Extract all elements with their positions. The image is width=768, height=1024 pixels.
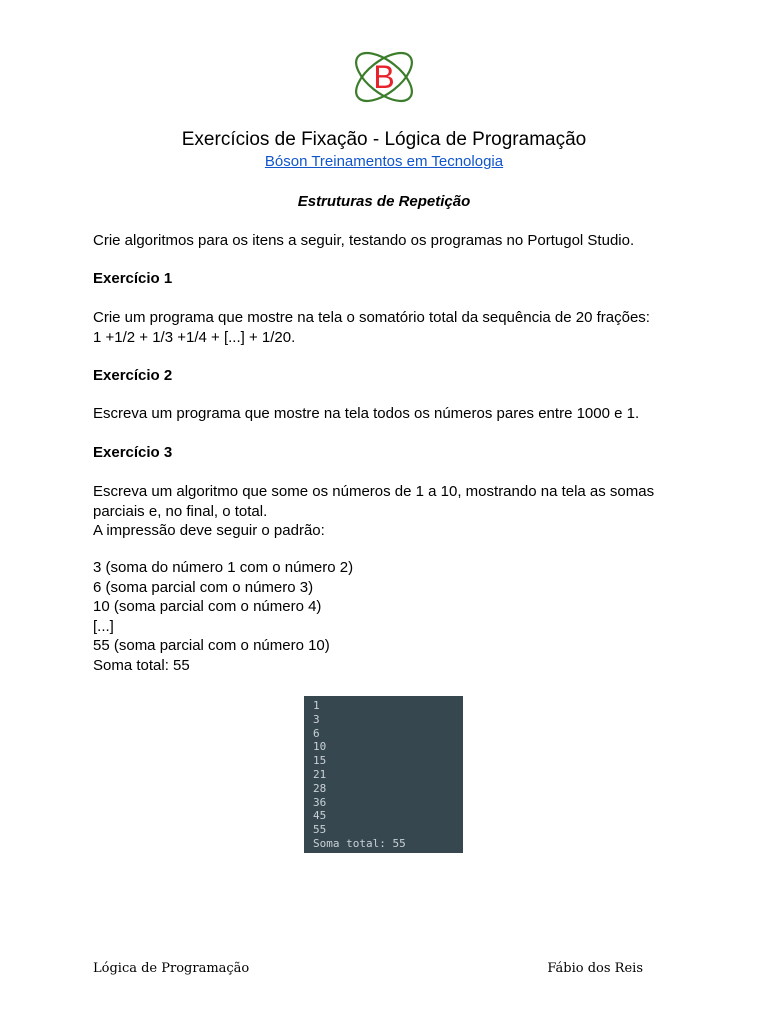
console-line: 55 (313, 823, 327, 837)
exercise-3-text (93, 482, 693, 541)
exercise-2-text (93, 404, 693, 424)
document-title: Exercícios de Fixação - Lógica de Programação (181, 129, 587, 150)
console-line: 36 (313, 795, 327, 809)
console-line: 10 (313, 740, 327, 754)
console-line: 3 (313, 712, 320, 726)
console-line: Soma total: 55 (313, 836, 406, 850)
exercise-1-line: 1 +1/2 + 1/3 +1/4 + [...] + 1/20. (93, 328, 296, 346)
console-line: 28 (313, 781, 327, 795)
output-pattern (93, 558, 693, 675)
pattern-line: 3 (soma do número 1 com o número 2) (93, 559, 354, 576)
intro-text: Crie algoritmos para os itens a seguir, testando os programas no Portugol Studio. (93, 232, 635, 249)
exercise-2-title: Exercício 2 (93, 367, 173, 384)
exercise-3-line: Escreva um algoritmo que some os números de 1 a 10, mostrando na tela as somas (93, 483, 655, 500)
intro-paragraph (93, 231, 693, 251)
exercise-1-title: Exercício 1 (93, 270, 173, 287)
pattern-line: Soma total: 55 (93, 656, 190, 674)
footer-course: Lógica de Programação (93, 961, 250, 976)
exercise-3-line: A impressão deve seguir o padrão: (93, 522, 325, 539)
pattern-line: 10 (soma parcial com o número 4) (93, 598, 322, 615)
section-title: Estruturas de Repetição (297, 193, 471, 210)
company-link[interactable]: Bóson Treinamentos em Tecnologia (264, 153, 504, 170)
pattern-line: [...] (93, 617, 114, 635)
console-line: 15 (313, 754, 327, 768)
exercise-3-title: Exercício 3 (93, 444, 173, 461)
subtitle (0, 152, 768, 172)
console-line: 6 (313, 726, 320, 740)
exercise-3-line: parciais e, no final, o total. (93, 502, 268, 520)
logo-letter: B (373, 59, 395, 95)
console-line: 45 (313, 809, 327, 823)
console-output (304, 696, 463, 853)
pattern-line: 55 (soma parcial com o número 10) (93, 637, 330, 654)
exercise-2-line: Escreva um programa que mostre na tela todos os números pares entre 1000 e 1. (93, 405, 640, 422)
exercise-1-text (93, 308, 693, 347)
exercise-1-line: Crie um programa que mostre na tela o somatório total da sequência de 20 frações: (93, 309, 650, 326)
console-line: 21 (313, 767, 327, 781)
pattern-line: 6 (soma parcial com o número 3) (93, 578, 314, 596)
footer-author: Fábio dos Reis (547, 961, 643, 976)
console-line: 1 (313, 699, 320, 712)
boson-logo-icon (348, 44, 420, 110)
